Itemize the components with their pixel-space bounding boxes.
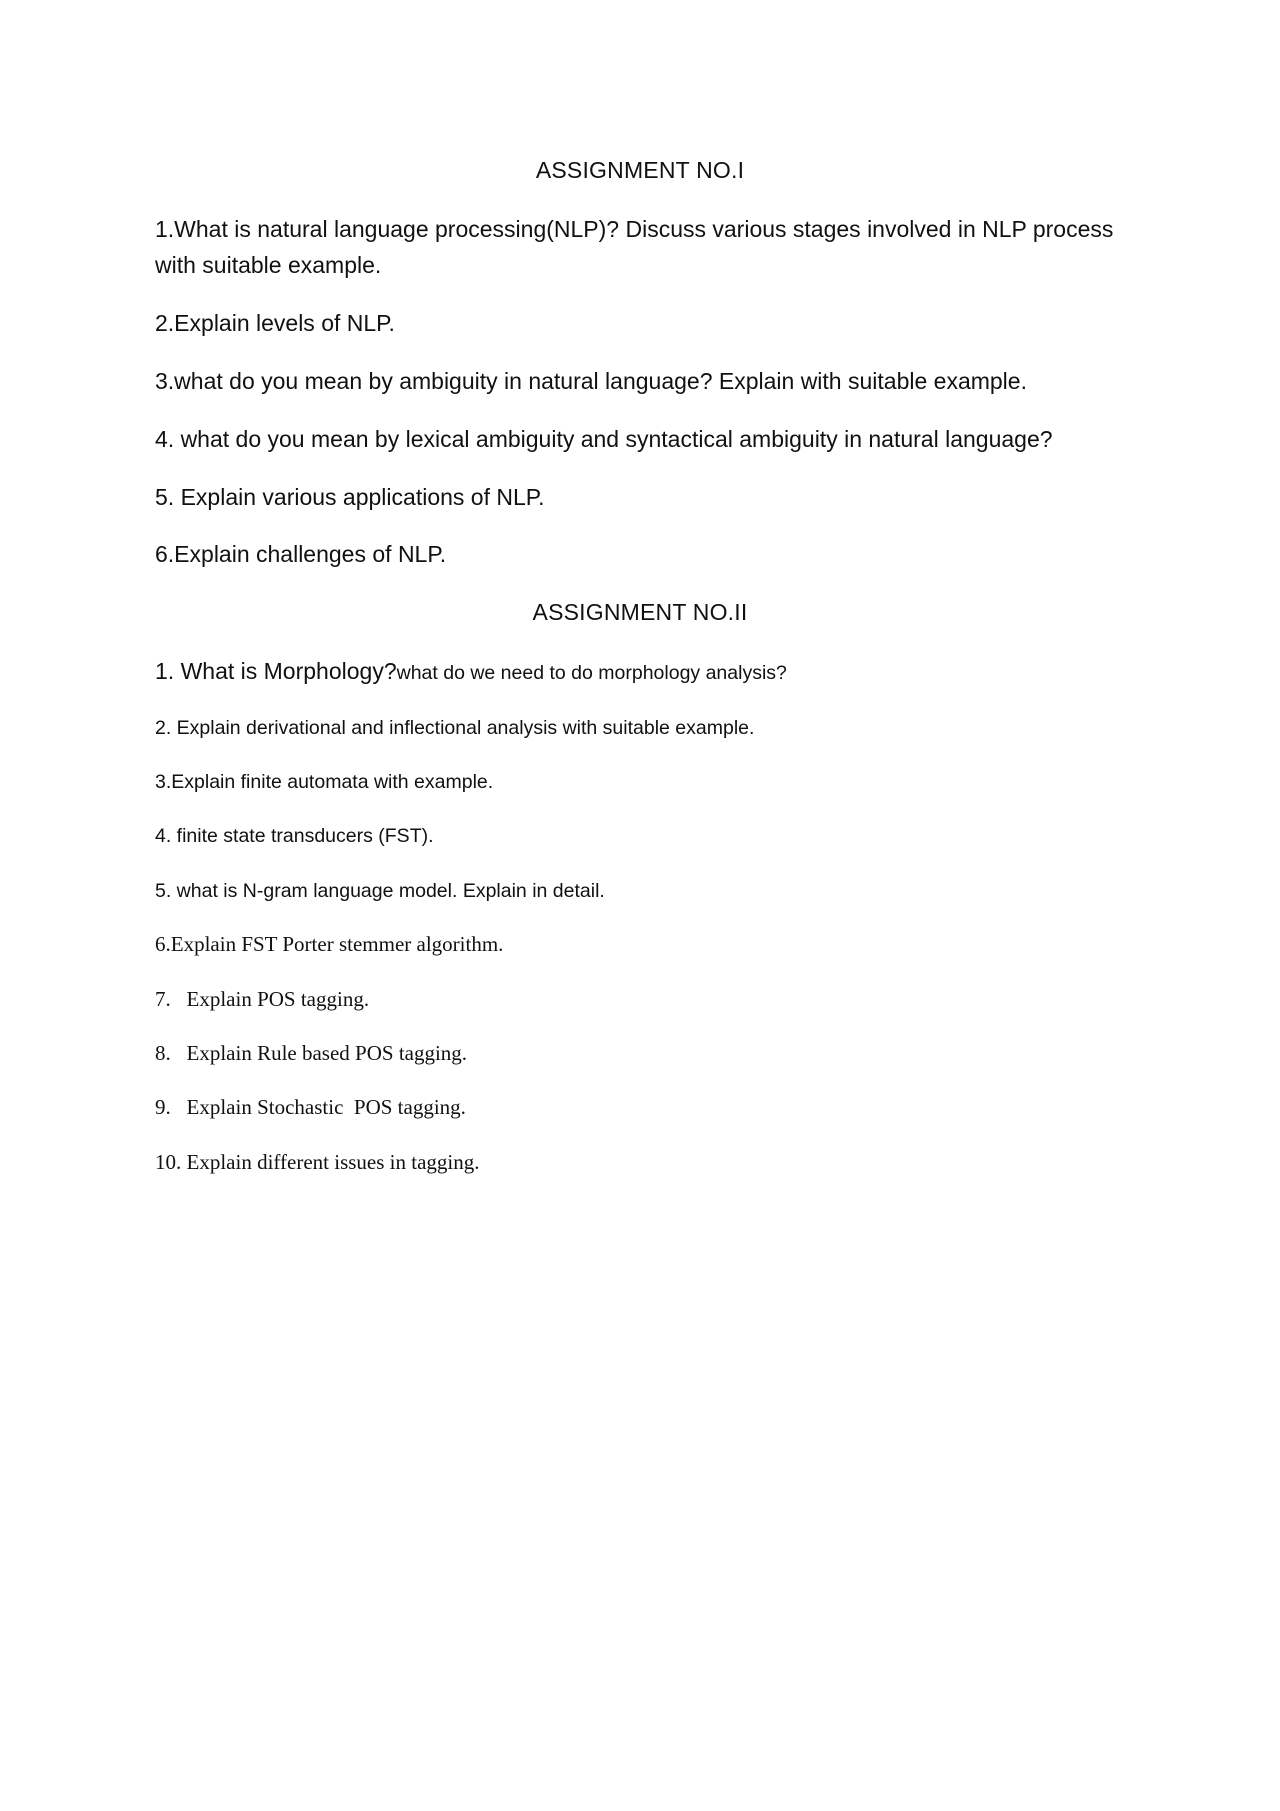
assignment-1-question-4: 4. what do you mean by lexical ambiguity and syntactical ambiguity in natural language? — [155, 426, 1053, 452]
assignment-2-question-8: 8. Explain Rule based POS tagging. — [155, 1041, 468, 1065]
assignment-2-question-3: 3.Explain finite automata with example. — [155, 771, 494, 793]
assignment-2-question-5: 5. what is N-gram language model. Explain in detail. — [155, 880, 605, 902]
assignment-2-question-1 — [155, 658, 787, 685]
assignment-2-question-4: 4. finite state transducers (FST). — [155, 825, 434, 847]
assignment-2-question-1-part-a: 1. What is Morphology? — [155, 658, 397, 684]
assignment-2-question-1-part-b: what do we need to do morphology analysis? — [396, 662, 787, 684]
assignment-2-question-7: 7. Explain POS tagging. — [155, 987, 370, 1011]
assignment-2-question-2: 2. Explain derivational and inflectional analysis with suitable example. — [155, 717, 755, 739]
assignment-2-question-6: 6.Explain FST Porter stemmer algorithm. — [155, 932, 504, 956]
assignment-1-question-5: 5. Explain various applications of NLP. — [155, 484, 545, 510]
assignment-1-question-6: 6.Explain challenges of NLP. — [155, 541, 447, 567]
assignment-2-question-10: 10. Explain different issues in tagging. — [155, 1150, 480, 1174]
assignment-1-question-2: 2.Explain levels of NLP. — [155, 310, 395, 336]
assignment-1-question-1-line-1: 1.What is natural language processing(NLP)? Discuss various stages involved in NLP process — [155, 216, 1114, 242]
assignment-1-question-3: 3.what do you mean by ambiguity in natural language? Explain with suitable example. — [155, 368, 1027, 394]
assignment-2-heading: ASSIGNMENT NO.II — [532, 599, 748, 625]
assignment-2-question-9: 9. Explain Stochastic POS tagging. — [155, 1095, 466, 1119]
assignment-1-question-1-line-2: with suitable example. — [155, 252, 382, 278]
assignment-1-heading: ASSIGNMENT NO.I — [535, 157, 745, 183]
